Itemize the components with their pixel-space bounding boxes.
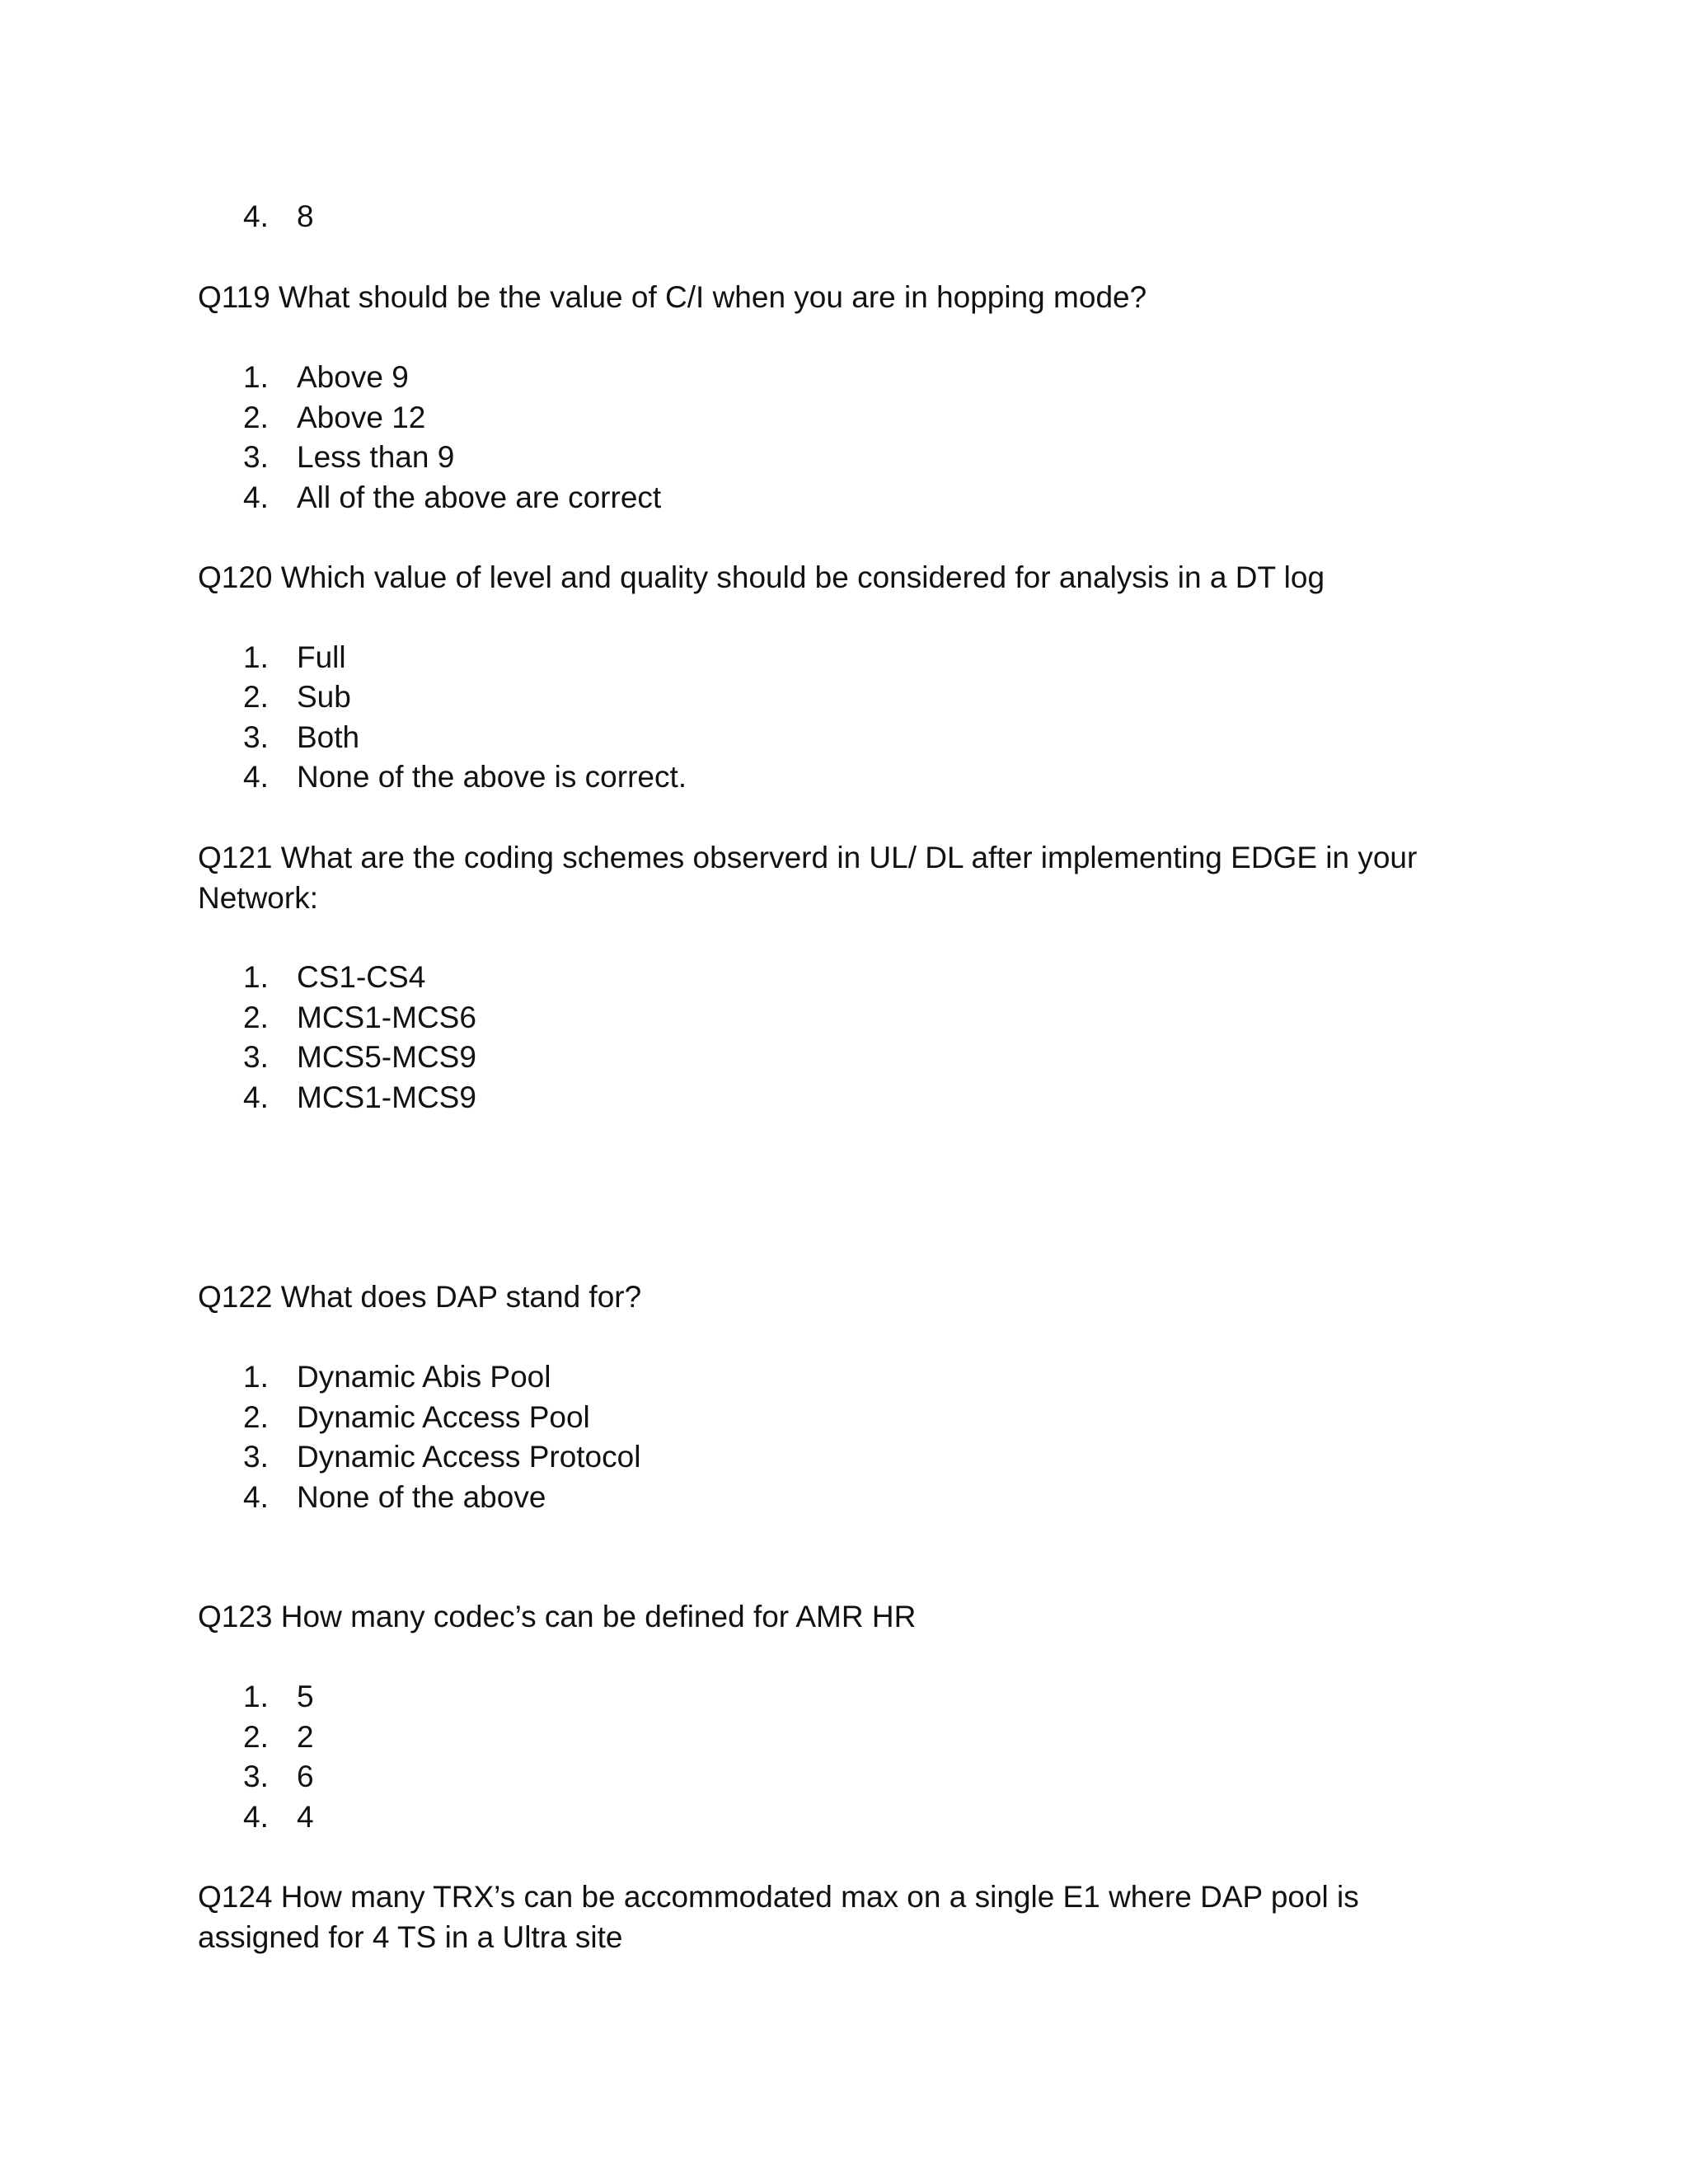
option-text: MCS1-MCS6	[297, 1001, 476, 1034]
option-number: 2.	[243, 680, 269, 714]
option-number: 4.	[243, 760, 269, 794]
answer-option	[243, 1037, 476, 1077]
leading-option	[243, 196, 314, 237]
question-text: Q119 What should be the value of C/I when you are in hopping mode?	[198, 280, 1147, 314]
option-text: 2	[297, 1720, 314, 1754]
option-number: 2.	[243, 401, 269, 434]
answer-option	[243, 637, 346, 677]
answer-option	[243, 997, 476, 1038]
option-number: 1.	[243, 1680, 269, 1713]
answer-option	[243, 477, 661, 518]
answer-option	[243, 1797, 314, 1837]
question-text: Q120 Which value of level and quality should be considered for analysis in a DT log	[198, 560, 1325, 594]
option-text: Dynamic Abis Pool	[297, 1360, 551, 1394]
answer-option	[243, 1436, 640, 1477]
option-number: 1.	[243, 1360, 269, 1394]
option-text: Above 9	[297, 360, 409, 394]
option-number: 2.	[243, 1400, 269, 1434]
option-text: 6	[297, 1760, 314, 1793]
option-text: Dynamic Access Pool	[297, 1400, 590, 1434]
answer-option	[243, 1397, 590, 1437]
option-text: Dynamic Access Protocol	[297, 1440, 641, 1474]
option-number: 3.	[243, 1040, 269, 1074]
option-text: CS1-CS4	[297, 960, 426, 994]
answer-option	[243, 397, 425, 438]
option-text: Full	[297, 640, 346, 674]
question-text: Q122 What does DAP stand for?	[198, 1280, 642, 1314]
option-number: 2.	[243, 1720, 269, 1754]
option-number: 3.	[243, 720, 269, 754]
option-text: Both	[297, 720, 360, 754]
option-text: None of the above is correct.	[297, 760, 687, 794]
option-text: None of the above	[297, 1480, 546, 1514]
option-number: 4.	[243, 1080, 269, 1114]
option-text: All of the above are correct	[297, 480, 662, 514]
option-number: 4.	[243, 199, 269, 233]
answer-option	[243, 677, 351, 717]
answer-option	[243, 957, 425, 997]
option-number: 4.	[243, 480, 269, 514]
option-number: 2.	[243, 1001, 269, 1034]
option-number: 4.	[243, 1480, 269, 1514]
option-number: 1.	[243, 960, 269, 994]
answer-option	[243, 1357, 551, 1397]
option-number: 3.	[243, 440, 269, 474]
answer-option	[243, 1077, 476, 1118]
option-number: 3.	[243, 1440, 269, 1474]
option-text: 4	[297, 1800, 314, 1834]
question-text: Q124 How many TRX’s can be accommodated max on a single E1 where DAP pool is assigned for 4 TS in a Ultra site	[198, 1880, 1359, 1954]
option-text: Less than 9	[297, 440, 455, 474]
option-text: MCS1-MCS9	[297, 1080, 476, 1114]
answer-option	[243, 1676, 314, 1717]
option-text: Above 12	[297, 401, 426, 434]
option-number: 1.	[243, 640, 269, 674]
answer-option	[243, 1717, 314, 1757]
answer-option	[243, 757, 687, 797]
option-number: 1.	[243, 360, 269, 394]
question-text: Q121 What are the coding schemes observerd in UL/ DL after implementing EDGE in your Network:	[198, 841, 1418, 915]
answer-option	[243, 437, 454, 477]
option-text: MCS5-MCS9	[297, 1040, 476, 1074]
option-text: 5	[297, 1680, 314, 1713]
option-text: Sub	[297, 680, 351, 714]
answer-option	[243, 1477, 546, 1517]
answer-option	[243, 717, 359, 757]
question-text: Q123 How many codec’s can be defined for AMR HR	[198, 1600, 917, 1633]
option-number: 4.	[243, 1800, 269, 1834]
answer-option	[243, 1756, 314, 1797]
answer-option	[243, 357, 409, 397]
option-number: 3.	[243, 1760, 269, 1793]
option-text: 8	[297, 199, 314, 233]
